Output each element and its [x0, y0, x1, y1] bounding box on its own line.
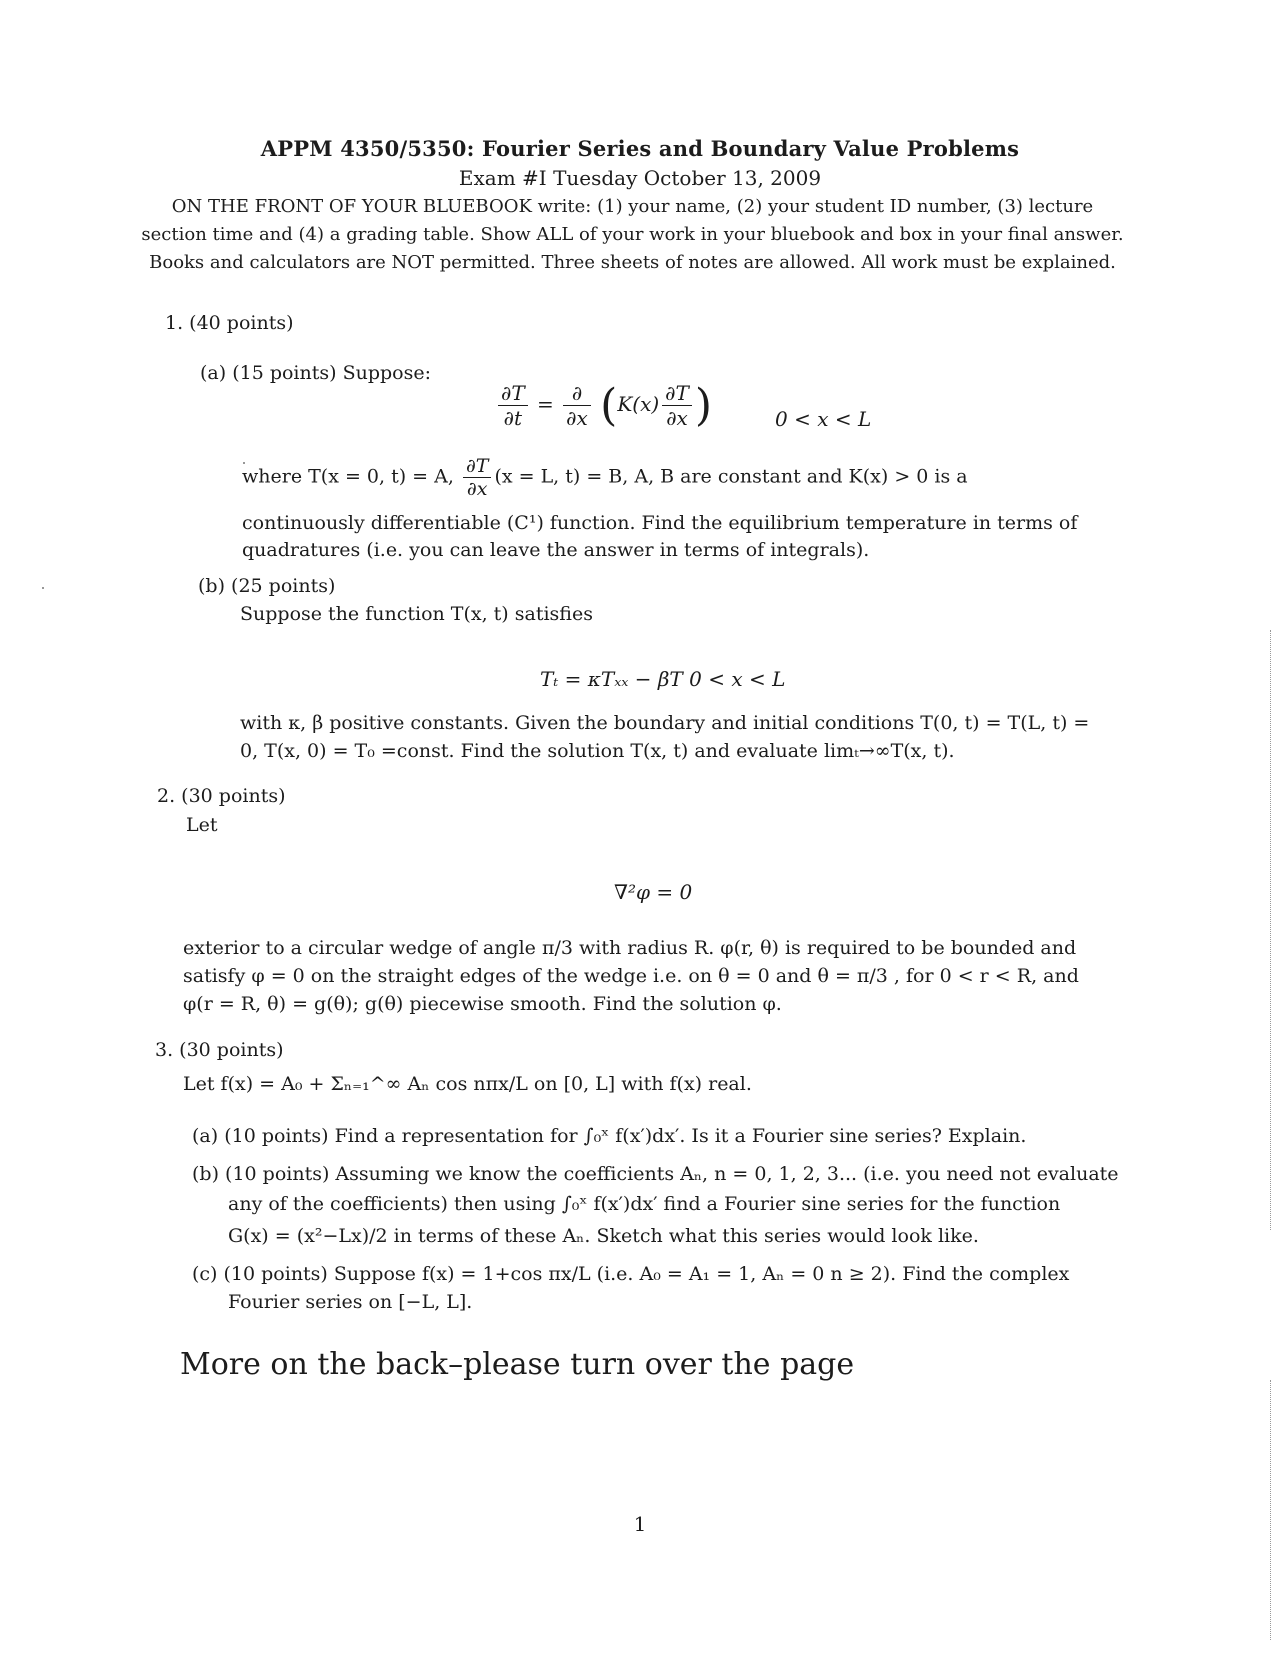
problem-2-line-3: φ(r = R, θ) = g(θ); g(θ) piecewise smooth. Find the solution φ.	[183, 993, 782, 1015]
problem-3b-line-3: G(x) = (x²−Lx)/2 in terms of these Aₙ. Sketch what this series would look like.	[228, 1225, 979, 1247]
scan-edge-line	[1270, 630, 1271, 1230]
lhs-fraction: $\frac{\partial T}{\partial t}$	[498, 381, 528, 430]
instruction-line-1: ON THE FRONT OF YOUR BLUEBOOK write: (1) your name, (2) your student ID number, (3) lecture	[171, 196, 1094, 217]
exam-title: APPM 4350/5350: Fourier Series and Boundary Value Problems	[260, 136, 1020, 161]
page-number: 1	[633, 1512, 647, 1536]
turn-over-note: More on the back–please turn over the page	[180, 1347, 855, 1382]
scan-speck	[42, 587, 44, 589]
problem-2-equation: ∇²φ = 0	[614, 880, 693, 904]
problem-1a-where-line: where T(x = 0, t) = A, $\frac{\partial T}{\partial x}$ (x = L, t) = B, A, B are constant and K(x) > 0 is a	[242, 455, 968, 500]
problem-3b-line-1: (b) (10 points) Assuming we know the coefficients Aₙ, n = 0, 1, 2, 3... (i.e. you need not evaluate	[192, 1163, 1119, 1185]
bc-fraction: $\frac{\partial T}{\partial x}$	[463, 455, 492, 500]
problem-1a-label: (a) (15 points) Suppose:	[200, 362, 431, 384]
problem-3-let-line: Let f(x) = A₀ + Σₙ₌₁^∞ Aₙ cos nπx/L on [0, L] with f(x) real.	[183, 1073, 752, 1095]
problem-1b-line-2: with κ, β positive constants. Given the boundary and initial conditions T(0, t) = T(L, t) =	[240, 712, 1090, 734]
problem-2-line-2: satisfy φ = 0 on the straight edges of the wedge i.e. on θ = 0 and θ = π/3 , for 0 < r < R, and	[183, 965, 1079, 987]
problem-1b-line-1: Suppose the function T(x, t) satisfies	[240, 603, 593, 625]
problem-1b-label: (b) (25 points)	[198, 575, 336, 597]
problem-2-line-1: exterior to a circular wedge of angle π/3 with radius R. φ(r, θ) is required to be bounded and	[183, 937, 1077, 959]
problem-1a-line-3: quadratures (i.e. you can leave the answer in terms of integrals).	[242, 539, 870, 561]
problem-3c-line-1: (c) (10 points) Suppose f(x) = 1+cos πx/L (i.e. A₀ = A₁ = 1, Aₙ = 0 n ≥ 2). Find the complex	[192, 1263, 1070, 1285]
problem-3-heading: 3. (30 points)	[155, 1039, 284, 1061]
problem-1b-equation: Tₜ = κTₓₓ − βT 0 < x < L	[540, 667, 786, 691]
problem-3b-line-2: any of the coefficients) then using ∫₀ˣ f(x′)dx′ find a Fourier sine series for the function	[228, 1193, 1061, 1215]
problem-1a-line-2: continuously differentiable (C¹) function. Find the equilibrium temperature in terms of	[242, 512, 1078, 534]
instruction-line-2: section time and (4) a grading table. Show ALL of your work in your bluebook and box in your final answer.	[141, 224, 1124, 245]
scan-edge-line-lower	[1270, 1380, 1271, 1640]
problem-1a-domain: 0 < x < L	[775, 407, 872, 431]
problem-1-heading: 1. (40 points)	[165, 312, 294, 334]
problem-3c-line-2: Fourier series on [−L, L].	[228, 1291, 473, 1313]
problem-3a-text: (a) (10 points) Find a representation for ∫₀ˣ f(x′)dx′. Is it a Fourier sine series? Explain.	[192, 1125, 1027, 1147]
scan-speck-2	[243, 462, 245, 464]
exam-subtitle: Exam #I Tuesday October 13, 2009	[458, 166, 822, 190]
derivative-fraction: $\frac{\partial}{\partial x}$	[563, 381, 591, 430]
conductivity-K: K(x)	[617, 392, 660, 416]
inner-fraction: $\frac{\partial T}{\partial x}$	[662, 381, 692, 430]
problem-1b-line-3: 0, T(x, 0) = T₀ =const. Find the solution T(x, t) and evaluate limₜ→∞T(x, t).	[240, 740, 955, 762]
problem-2-let: Let	[186, 814, 218, 836]
problem-1a-equation: $\frac{\partial T}{\partial t}$ = $\frac{\partial}{\partial x}$ (K(x) $\frac{\partial T}{\partial x}$ )	[495, 380, 712, 431]
problem-2-heading: 2. (30 points)	[157, 785, 286, 807]
instruction-line-3: Books and calculators are NOT permitted. Three sheets of notes are allowed. All work must be explained.	[149, 252, 1116, 273]
